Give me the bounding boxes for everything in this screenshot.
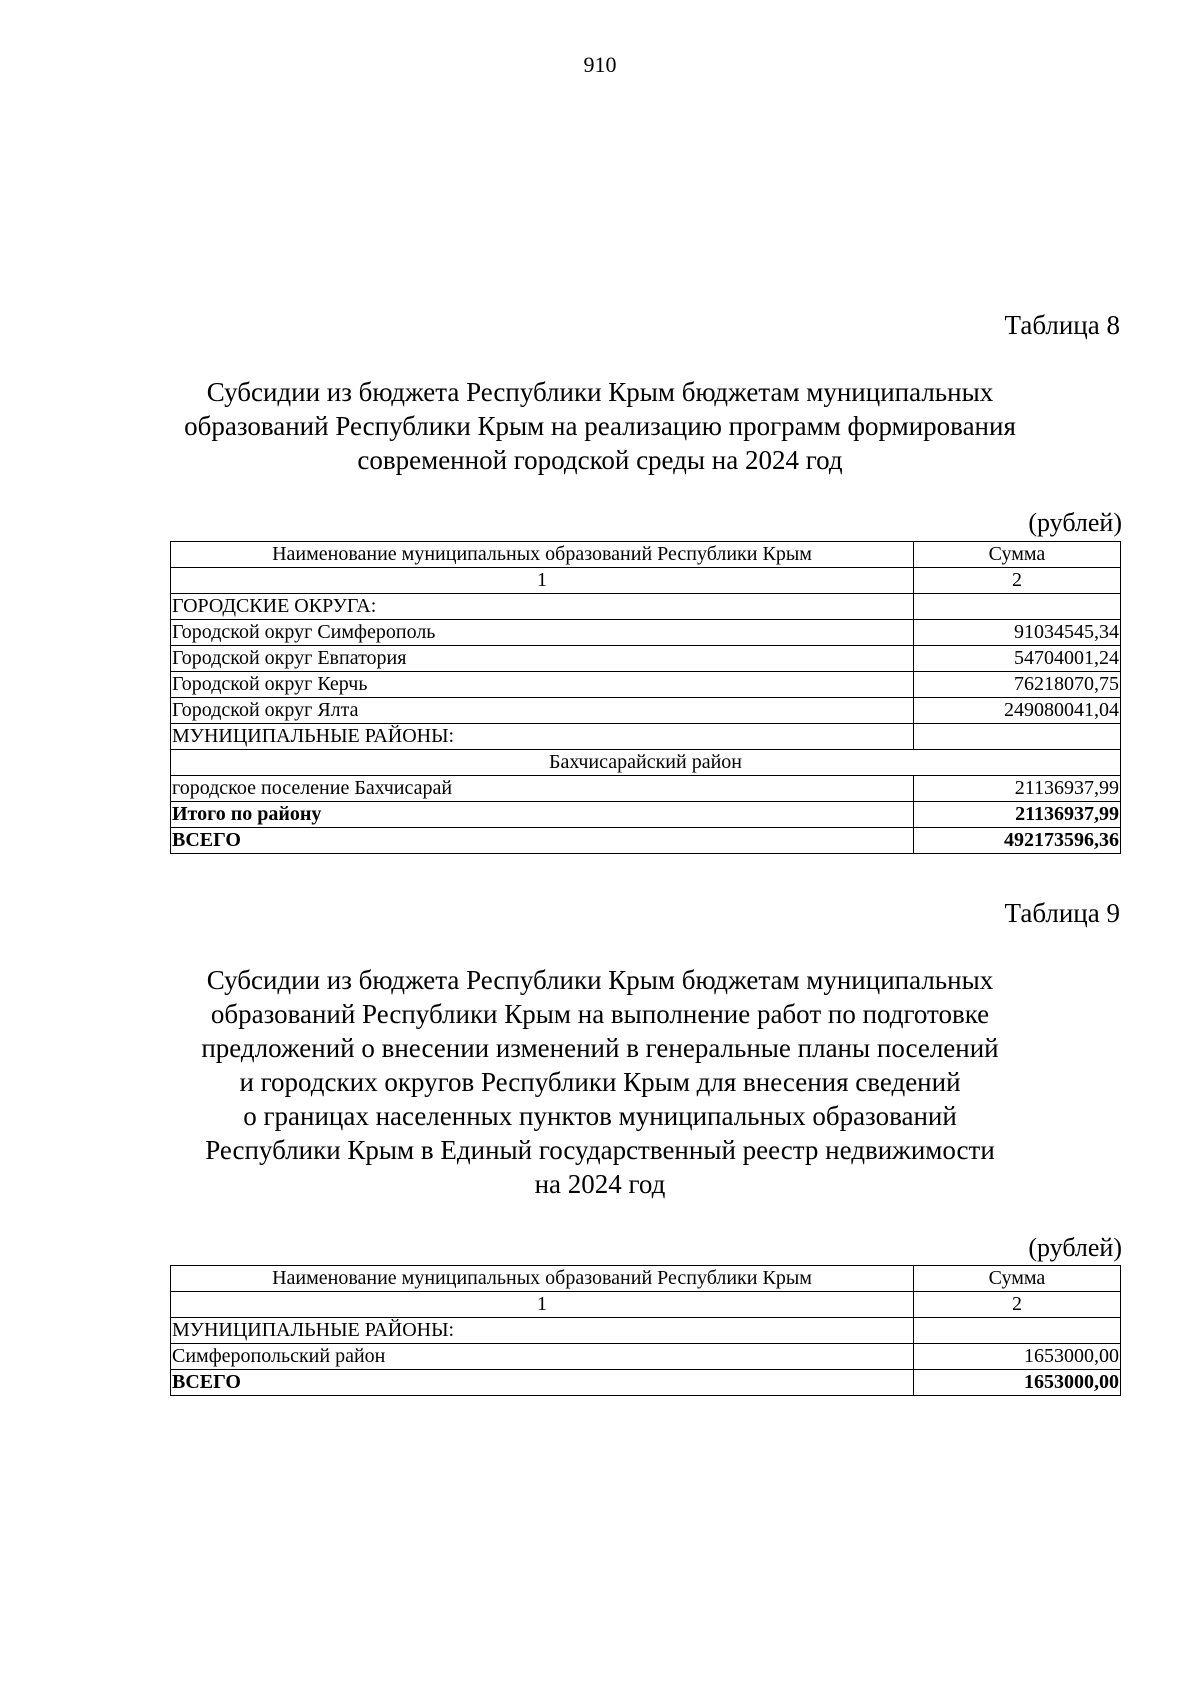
table-row <box>171 672 1121 698</box>
table-row <box>171 1318 1121 1344</box>
heading-line: Субсидии из бюджета Республики Крым бюджетам муниципальных <box>206 965 994 995</box>
table-row <box>171 594 1121 620</box>
table-8-label: Таблица 8 <box>1004 310 1120 340</box>
row-name: городское поселение Бахчисарай <box>171 776 914 802</box>
row-name: МУНИЦИПАЛЬНЫЕ РАЙОНЫ: <box>171 1318 914 1344</box>
heading-line: современной городской среды на 2024 год <box>357 445 843 475</box>
column-number: 2 <box>914 568 1121 594</box>
heading-line: предложений о внесении изменений в генеральные планы поселений <box>201 1033 999 1063</box>
table-8 <box>170 541 1121 854</box>
heading-line: образований Республики Крым на выполнение работ по подготовке <box>210 999 990 1029</box>
row-name: ВСЕГО <box>171 1370 914 1396</box>
district-heading-row <box>171 750 1121 776</box>
heading-line: Республики Крым в Единый государственный реестр недвижимости <box>205 1135 995 1165</box>
column-number: 1 <box>171 1292 914 1318</box>
row-name: Городской округ Керчь <box>171 672 914 698</box>
row-name: Городской округ Ялта <box>171 698 914 724</box>
table-9 <box>170 1265 1121 1396</box>
row-sum: 492173596,36 <box>914 828 1121 854</box>
row-sum: 21136937,99 <box>914 776 1121 802</box>
row-sum: 91034545,34 <box>914 620 1121 646</box>
row-sum: 249080041,04 <box>914 698 1121 724</box>
subtotal-row <box>171 802 1121 828</box>
column-number-row <box>171 1292 1121 1318</box>
heading-line: Субсидии из бюджета Республики Крым бюджетам муниципальных <box>206 377 994 407</box>
column-header-name: Наименование муниципальных образований Республики Крым <box>171 542 914 568</box>
table-9-label: Таблица 9 <box>1004 898 1120 928</box>
table-row <box>171 646 1121 672</box>
column-number: 2 <box>914 1292 1121 1318</box>
heading-line: о границах населенных пунктов муниципальных образований <box>243 1101 957 1131</box>
table-row <box>171 1344 1121 1370</box>
row-sum: 1653000,00 <box>914 1344 1121 1370</box>
heading-line: на 2024 год <box>534 1169 666 1199</box>
column-number-row <box>171 568 1121 594</box>
row-sum: 54704001,24 <box>914 646 1121 672</box>
row-name: Симферопольский район <box>171 1344 914 1370</box>
row-name: МУНИЦИПАЛЬНЫЕ РАЙОНЫ: <box>171 724 914 750</box>
table-row <box>171 698 1121 724</box>
row-sum <box>914 724 1121 750</box>
district-heading: Бахчисарайский район <box>171 750 1121 776</box>
table-9-units: (рублей) <box>1028 1233 1122 1262</box>
page-number: 910 <box>583 52 617 77</box>
row-sum: 1653000,00 <box>914 1370 1121 1396</box>
row-sum <box>914 594 1121 620</box>
column-number: 1 <box>171 568 914 594</box>
row-name: ГОРОДСКИЕ ОКРУГА: <box>171 594 914 620</box>
row-name: Городской округ Евпатория <box>171 646 914 672</box>
column-header-name: Наименование муниципальных образований Республики Крым <box>171 1266 914 1292</box>
table-8-units: (рублей) <box>1028 508 1122 537</box>
column-header-sum: Сумма <box>914 1266 1121 1292</box>
table-9-heading <box>150 963 1050 1201</box>
table-row <box>171 620 1121 646</box>
heading-line: образований Республики Крым на реализацию программ формирования <box>184 411 1016 441</box>
column-header-sum: Сумма <box>914 542 1121 568</box>
total-row <box>171 1370 1121 1396</box>
table-8-heading <box>150 375 1050 477</box>
row-name: Городской округ Симферополь <box>171 620 914 646</box>
total-row <box>171 828 1121 854</box>
row-sum <box>914 1318 1121 1344</box>
table-row <box>171 724 1121 750</box>
row-sum: 21136937,99 <box>914 802 1121 828</box>
row-sum: 76218070,75 <box>914 672 1121 698</box>
row-name: ВСЕГО <box>171 828 914 854</box>
table-header-row <box>171 542 1121 568</box>
table-header-row <box>171 1266 1121 1292</box>
heading-line: и городских округов Республики Крым для внесения сведений <box>239 1067 961 1097</box>
row-name: Итого по району <box>171 802 914 828</box>
table-row <box>171 776 1121 802</box>
